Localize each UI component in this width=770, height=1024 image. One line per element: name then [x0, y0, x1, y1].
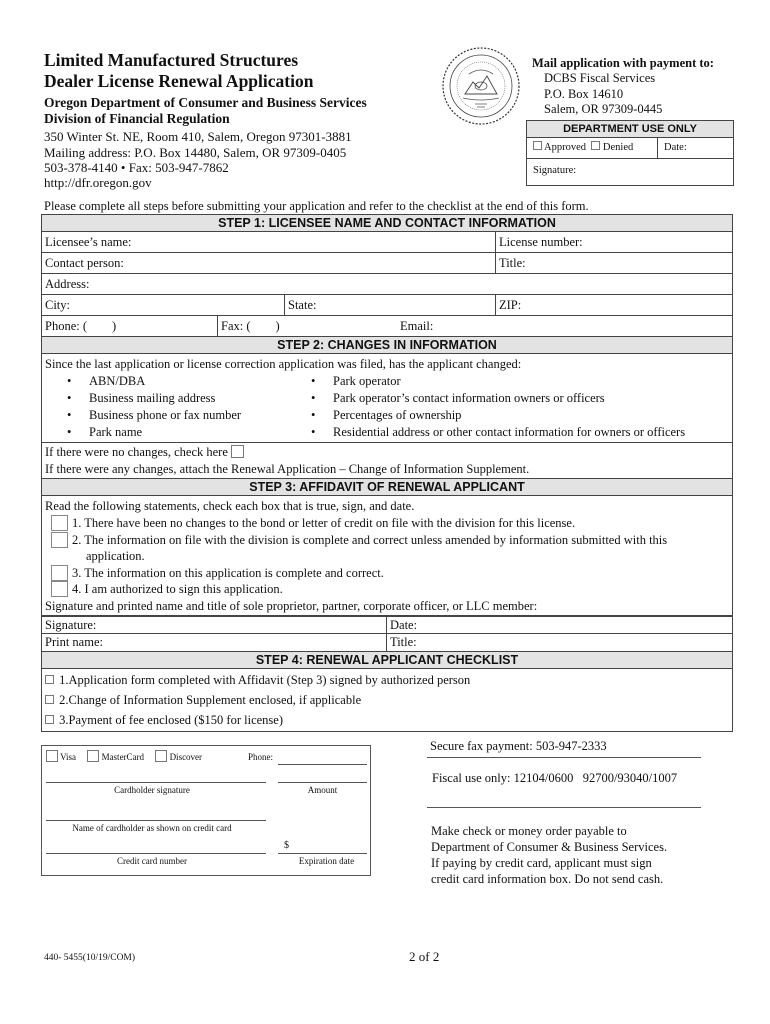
licensee-name-field[interactable]: Licensee’s name: [42, 232, 496, 252]
signature-date-field[interactable]: Date: [390, 617, 418, 632]
changes-list-left [45, 373, 289, 441]
agency-name: Oregon Department of Consumer and Business Services [44, 95, 367, 110]
step2-heading: STEP 2: CHANGES IN INFORMATION [42, 337, 732, 354]
discover-label: Discover [169, 752, 203, 762]
statement-1-text: 1. There have been no changes to the bond or letter of credit on file with the division for this license. [72, 516, 576, 530]
print-name-row [42, 634, 732, 652]
checklist-item-3 [45, 710, 729, 730]
fiscal-underline [427, 807, 701, 808]
department-use-box [526, 120, 734, 186]
fax-field[interactable]: Fax: ( ) [221, 319, 280, 333]
approved-label: Approved [544, 142, 587, 153]
checklist-3-checkbox[interactable] [45, 715, 54, 724]
statement-4-text: 4. I am authorized to sign this application. [72, 582, 283, 596]
dept-date: Date: [664, 142, 687, 153]
fax-underline [427, 757, 701, 758]
statement-3-checkbox[interactable] [51, 565, 68, 581]
state-field[interactable]: State: [285, 295, 496, 315]
expiration-label: Expiration date [298, 856, 355, 866]
cardholder-signature-line[interactable] [46, 782, 266, 783]
mail-to-line3: Salem, OR 97309-0445 [544, 102, 663, 116]
statement-2-text: 2. The information on file with the division is complete and correct unless amended by information submitted with this [72, 532, 668, 547]
dept-signature: Signature: [533, 165, 577, 176]
visa-label: Visa [60, 752, 77, 762]
checklist-1-checkbox[interactable] [45, 675, 54, 684]
card-number-line[interactable] [46, 853, 266, 854]
affidavit-intro: Read the following statements, check each box that is true, sign, and date. [45, 499, 415, 513]
signature-field[interactable]: Signature: [42, 617, 387, 633]
form-title-line1: Limited Manufactured Structures [44, 50, 299, 70]
checklist-item-1 [45, 670, 729, 690]
step1-heading: STEP 1: LICENSEE NAME AND CONTACT INFORMATION [42, 215, 732, 232]
checklist-3-text: 3.Payment of fee enclosed ($150 for license) [59, 712, 284, 727]
change-item: • Park operator’s contact information owners or officers [289, 390, 685, 407]
step2-changes-block [42, 354, 732, 443]
step3-heading: STEP 3: AFFIDAVIT OF RENEWAL APPLICANT [42, 479, 732, 496]
phone-field[interactable]: Phone: ( ) [42, 316, 218, 336]
statement-4-checkbox[interactable] [51, 581, 68, 597]
checklist-2-text: 2.Change of Information Supplement enclosed, if applicable [59, 692, 362, 707]
no-changes-label: If there were no changes, check here [45, 445, 228, 459]
mail-to-address [544, 71, 662, 118]
card-number-label: Credit card number [117, 856, 187, 866]
step2-question: Since the last application or license correction application was filed, has the applicant changed: [45, 357, 522, 371]
affidavit-statement-2 [45, 532, 729, 549]
checklist-item-2 [45, 690, 729, 710]
changes-list [45, 373, 729, 441]
print-name-field[interactable]: Print name: [42, 634, 387, 651]
no-changes-checkbox[interactable] [231, 445, 244, 458]
statement-3-text: 3. The information on this application is complete and correct. [72, 565, 384, 580]
card-type-row [46, 750, 202, 762]
step1-row2 [42, 253, 732, 274]
no-changes-row [45, 444, 729, 461]
signer-title-field[interactable]: Title: [390, 634, 417, 649]
dollar-sign: $ [284, 840, 289, 851]
step1-row3 [42, 274, 732, 295]
affidavit-statement-2-cont: application. [86, 549, 145, 563]
affidavit-statement-1 [45, 515, 729, 532]
address-field[interactable]: Address: [45, 277, 90, 291]
approval-row [527, 138, 733, 159]
affidavit-statement-3 [45, 565, 729, 582]
mail-to-line2: P.O. Box 14610 [544, 86, 624, 101]
mail-to-line1: DCBS Fiscal Services [544, 71, 656, 85]
page-number: 2 of 2 [409, 949, 440, 964]
division-name: Division of Financial Regulation [44, 111, 230, 126]
form-title-line2: Dealer License Renewal Application [44, 71, 314, 91]
signer-note: Signature and printed name and title of sole proprietor, partner, corporate officer, or LLC member: [45, 598, 538, 613]
affidavit-block [42, 496, 732, 616]
cardholder-name-line[interactable] [46, 820, 266, 821]
checklist-1-text: 1.Application form completed with Affidavit (Step 3) signed by authorized person [59, 672, 471, 687]
step1-row5 [42, 316, 732, 337]
change-item: • Business mailing address [45, 390, 289, 407]
form-number: 440- 5455(10/19/COM) [44, 953, 136, 963]
mastercard-label: MasterCard [101, 752, 145, 762]
intro-text: Please complete all steps before submitting your application and refer to the checklist at the end of this form. [44, 199, 589, 213]
signature-row [42, 616, 732, 634]
payment-line: Make check or money order payable to [431, 824, 627, 838]
change-item: • ABN/DBA [45, 373, 289, 390]
step1-row1 [42, 232, 732, 253]
mail-to-heading: Mail application with payment to: [532, 56, 714, 70]
license-number-field[interactable]: License number: [499, 235, 583, 249]
mastercard-checkbox[interactable] [87, 750, 99, 762]
changes-list-right [289, 373, 685, 441]
department-use-heading: DEPARTMENT USE ONLY [527, 121, 733, 138]
contact-person-field[interactable]: Contact person: [42, 253, 496, 273]
change-item: • Percentages of ownership [289, 407, 685, 424]
zip-field[interactable]: ZIP: [499, 298, 522, 312]
secure-fax: Secure fax payment: 503-947-2333 [430, 739, 607, 753]
change-item: • Business phone or fax number [45, 407, 289, 424]
payment-line: If paying by credit card, applicant must sign [431, 856, 652, 870]
approved-checkbox[interactable] [533, 141, 542, 150]
amount-label: Amount [307, 785, 338, 795]
city-field[interactable]: City: [42, 295, 285, 315]
amount-line[interactable] [278, 782, 367, 783]
statement-2-checkbox[interactable] [51, 532, 68, 548]
step4-heading: STEP 4: RENEWAL APPLICANT CHECKLIST [42, 652, 732, 669]
cardholder-signature-label: Cardholder signature [114, 785, 190, 795]
card-phone-label: Phone: [248, 752, 274, 762]
discover-checkbox[interactable] [155, 750, 167, 762]
denied-checkbox[interactable] [591, 141, 600, 150]
denied-label: Denied [602, 142, 634, 153]
payment-line: Department of Consumer & Business Services. [431, 840, 668, 854]
contact-title-field[interactable]: Title: [499, 256, 526, 270]
checklist-block [42, 669, 732, 731]
fiscal-use: Fiscal use only: 12104/0600 92700/93040/1007 [432, 771, 678, 785]
payment-instructions [431, 823, 667, 887]
website: http://dfr.oregon.gov [44, 175, 152, 190]
payment-line: credit card information box. Do not send cash. [431, 872, 664, 886]
mailing-address: Mailing address: P.O. Box 14480, Salem, OR 97309-0405 [44, 144, 347, 160]
phone-fax: 503-378-4140 • Fax: 503-947-7862 [44, 160, 229, 175]
change-item: • Residential address or other contact information for owners or officers [289, 424, 685, 441]
card-phone-line[interactable] [278, 764, 367, 765]
approval-options [527, 138, 658, 158]
changes-note: If there were any changes, attach the Renewal Application – Change of Information Supplement. [45, 462, 530, 476]
cardholder-name-label: Name of cardholder as shown on credit card [72, 823, 232, 833]
application-form [41, 214, 733, 732]
state-seal-icon [441, 46, 521, 126]
visa-checkbox[interactable] [46, 750, 58, 762]
credit-card-box [41, 745, 371, 876]
change-item: • Park operator [289, 373, 685, 390]
statement-1-checkbox[interactable] [51, 515, 68, 531]
street-address: 350 Winter St. NE, Room 410, Salem, Oregon 97301-3881 [44, 129, 352, 144]
step1-row4 [42, 295, 732, 316]
step2-no-change-block [42, 443, 732, 479]
expiration-line[interactable] [278, 853, 367, 854]
email-field[interactable]: Email: [400, 319, 434, 333]
affidavit-statement-4 [45, 581, 729, 598]
checklist-2-checkbox[interactable] [45, 695, 54, 704]
change-item: • Park name [45, 424, 289, 441]
